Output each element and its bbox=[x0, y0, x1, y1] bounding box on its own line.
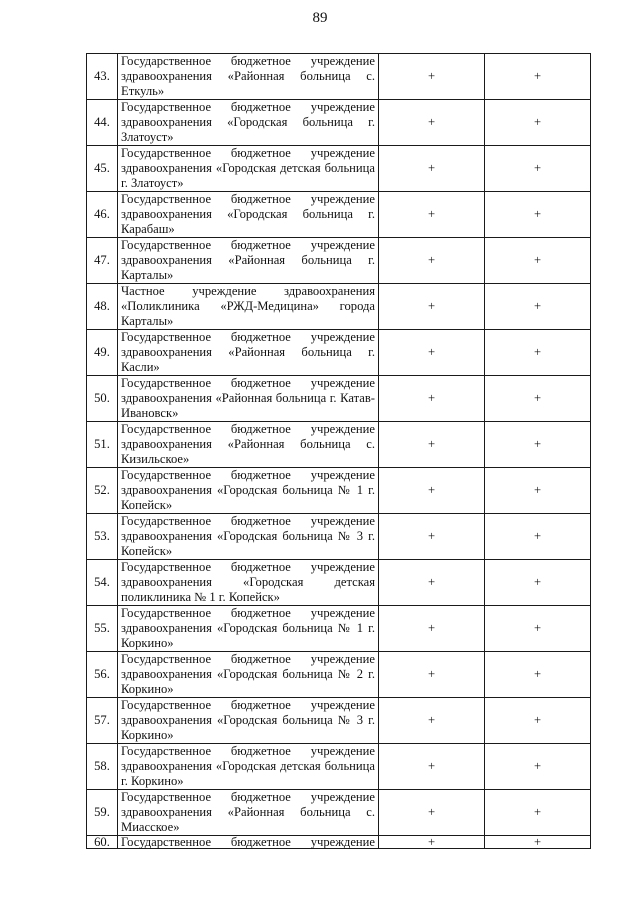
institution-name: Государственное бюджетное учреждение здравоохранения «Городская детская больница г. Златоуст» bbox=[118, 146, 379, 192]
institutions-table bbox=[86, 53, 591, 849]
table-row bbox=[87, 146, 591, 192]
mark-column-b: + bbox=[485, 100, 591, 146]
table-row bbox=[87, 560, 591, 606]
row-number: 56. bbox=[87, 652, 118, 698]
mark-column-a: + bbox=[379, 652, 485, 698]
row-number: 43. bbox=[87, 54, 118, 100]
institution-name: Государственное бюджетное учреждение здравоохранения «Городская больница № 1 г. Копейск» bbox=[118, 468, 379, 514]
mark-column-a: + bbox=[379, 376, 485, 422]
institution-name: Государственное бюджетное учреждение здравоохранения «Районная больница г. Карталы» bbox=[118, 238, 379, 284]
table-row bbox=[87, 652, 591, 698]
mark-column-b: + bbox=[485, 606, 591, 652]
row-number: 55. bbox=[87, 606, 118, 652]
page-number: 89 bbox=[312, 10, 328, 26]
mark-column-b: + bbox=[485, 698, 591, 744]
institution-name: Государственное бюджетное учреждение здравоохранения «Районная больница с. Миасское» bbox=[118, 790, 379, 836]
table-row bbox=[87, 422, 591, 468]
table-row bbox=[87, 698, 591, 744]
mark-column-a: + bbox=[379, 606, 485, 652]
row-number: 48. bbox=[87, 284, 118, 330]
institution-name: Государственное бюджетное учреждение здравоохранения «Городская больница г. Златоуст» bbox=[118, 100, 379, 146]
institution-name: Государственное бюджетное учреждение здравоохранения «Городская больница № 3 г. Коркино» bbox=[118, 698, 379, 744]
mark-column-a: + bbox=[379, 146, 485, 192]
institution-name: Государственное бюджетное учреждение здравоохранения «Городская больница № 3 г. Копейск» bbox=[118, 514, 379, 560]
mark-column-a: + bbox=[379, 54, 485, 100]
mark-column-a: + bbox=[379, 100, 485, 146]
table-row bbox=[87, 744, 591, 790]
mark-column-b: + bbox=[485, 284, 591, 330]
institution-name: Государственное бюджетное учреждение здравоохранения «Районная больница с. Еткуль» bbox=[118, 54, 379, 100]
table-row bbox=[87, 468, 591, 514]
mark-column-a: + bbox=[379, 422, 485, 468]
row-number: 58. bbox=[87, 744, 118, 790]
mark-column-a: + bbox=[379, 330, 485, 376]
mark-column-a: + bbox=[379, 560, 485, 606]
mark-column-b: + bbox=[485, 192, 591, 238]
mark-column-b: + bbox=[485, 468, 591, 514]
row-number: 45. bbox=[87, 146, 118, 192]
mark-column-b: + bbox=[485, 238, 591, 284]
institution-name: Государственное бюджетное учреждение здравоохранения «Районная больница г. Касли» bbox=[118, 330, 379, 376]
institution-name: Государственное бюджетное учреждение здравоохранения «Районная больница г. Катав-Ивановск» bbox=[118, 376, 379, 422]
institution-name: Государственное бюджетное учреждение bbox=[118, 836, 379, 849]
row-number: 59. bbox=[87, 790, 118, 836]
row-number: 47. bbox=[87, 238, 118, 284]
mark-column-b: + bbox=[485, 744, 591, 790]
table-row bbox=[87, 606, 591, 652]
institution-name: Государственное бюджетное учреждение здравоохранения «Городская больница № 1 г. Коркино» bbox=[118, 606, 379, 652]
institution-name: Государственное бюджетное учреждение здравоохранения «Городская больница № 2 г. Коркино» bbox=[118, 652, 379, 698]
mark-column-b: + bbox=[485, 422, 591, 468]
mark-column-a: + bbox=[379, 238, 485, 284]
table-row bbox=[87, 330, 591, 376]
table-row bbox=[87, 192, 591, 238]
mark-column-b: + bbox=[485, 376, 591, 422]
table-row bbox=[87, 54, 591, 100]
institution-name: Государственное бюджетное учреждение здравоохранения «Районная больница с. Кизильское» bbox=[118, 422, 379, 468]
mark-column-a: + bbox=[379, 744, 485, 790]
mark-column-a: + bbox=[379, 790, 485, 836]
row-number: 52. bbox=[87, 468, 118, 514]
row-number: 60. bbox=[87, 836, 118, 849]
mark-column-b: + bbox=[485, 790, 591, 836]
institution-name: Частное учреждение здравоохранения «Поликлиника «РЖД-Медицина» города Карталы» bbox=[118, 284, 379, 330]
institutions-table-body bbox=[87, 54, 591, 849]
mark-column-b: + bbox=[485, 54, 591, 100]
table-row bbox=[87, 790, 591, 836]
mark-column-a: + bbox=[379, 698, 485, 744]
row-number: 50. bbox=[87, 376, 118, 422]
row-number: 46. bbox=[87, 192, 118, 238]
row-number: 53. bbox=[87, 514, 118, 560]
mark-column-a: + bbox=[379, 836, 485, 849]
institution-name: Государственное бюджетное учреждение здравоохранения «Городская детская поликлиника № 1 г. Копейск» bbox=[118, 560, 379, 606]
mark-column-b: + bbox=[485, 652, 591, 698]
table-row bbox=[87, 238, 591, 284]
table-row bbox=[87, 376, 591, 422]
mark-column-b: + bbox=[485, 560, 591, 606]
row-number: 44. bbox=[87, 100, 118, 146]
row-number: 54. bbox=[87, 560, 118, 606]
institution-name: Государственное бюджетное учреждение здравоохранения «Городская детская больница г. Коркино» bbox=[118, 744, 379, 790]
mark-column-a: + bbox=[379, 192, 485, 238]
mark-column-b: + bbox=[485, 514, 591, 560]
row-number: 57. bbox=[87, 698, 118, 744]
mark-column-a: + bbox=[379, 514, 485, 560]
row-number: 51. bbox=[87, 422, 118, 468]
table-row bbox=[87, 284, 591, 330]
mark-column-a: + bbox=[379, 284, 485, 330]
table-row bbox=[87, 514, 591, 560]
mark-column-a: + bbox=[379, 468, 485, 514]
table-row bbox=[87, 100, 591, 146]
mark-column-b: + bbox=[485, 330, 591, 376]
mark-column-b: + bbox=[485, 836, 591, 849]
row-number: 49. bbox=[87, 330, 118, 376]
mark-column-b: + bbox=[485, 146, 591, 192]
table-row bbox=[87, 836, 591, 849]
institution-name: Государственное бюджетное учреждение здравоохранения «Городская больница г. Карабаш» bbox=[118, 192, 379, 238]
